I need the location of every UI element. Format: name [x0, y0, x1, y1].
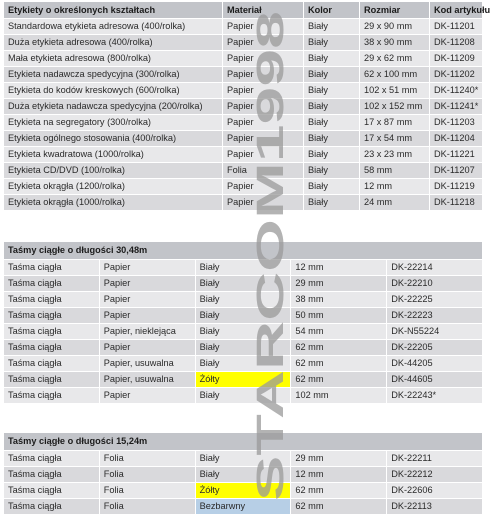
cell-size: 12 mm: [291, 467, 387, 483]
cell-color: Biały: [195, 356, 291, 372]
cell-material: Papier: [223, 67, 304, 83]
table-row: [4, 115, 483, 131]
cell-code: DK-22212: [387, 467, 483, 483]
cell-material: Papier: [223, 179, 304, 195]
cell-material: Folia: [99, 451, 195, 467]
cell-color: Biały: [304, 163, 360, 179]
cell-size: 62 x 100 mm: [360, 67, 430, 83]
cell-size: 102 x 152 mm: [360, 99, 430, 115]
cell-name: Taśma ciągła: [4, 467, 100, 483]
table-row: [4, 51, 483, 67]
table-row: [4, 19, 483, 35]
cell-size: 54 mm: [291, 324, 387, 340]
tapes-30m-table-body: [4, 260, 483, 404]
cell-size: 29 mm: [291, 276, 387, 292]
cell-size: 62 mm: [291, 372, 387, 388]
cell-name: Etykieta kwadratowa (1000/rolka): [4, 147, 223, 163]
cell-code: DK-11202: [430, 67, 483, 83]
table-row: [4, 83, 483, 99]
cell-material: Papier: [223, 195, 304, 211]
cell-material: Papier: [223, 35, 304, 51]
cell-size: 50 mm: [291, 308, 387, 324]
cell-name: Taśma ciągła: [4, 260, 100, 276]
tapes-15m-table-body: [4, 451, 483, 515]
cell-code: DK-11209: [430, 51, 483, 67]
header-color: Kolor: [304, 2, 360, 19]
cell-material: Papier: [99, 260, 195, 276]
labels-table-header: [4, 2, 483, 19]
cell-color: Biały: [195, 260, 291, 276]
cell-size: 23 x 23 mm: [360, 147, 430, 163]
cell-size: 62 mm: [291, 340, 387, 356]
table-row: [4, 340, 483, 356]
table-row: [4, 467, 483, 483]
cell-material: Papier: [223, 19, 304, 35]
cell-size: 38 x 90 mm: [360, 35, 430, 51]
table-row: [4, 483, 483, 499]
tapes-30m-table: [3, 241, 483, 404]
cell-color: Biały: [304, 83, 360, 99]
table-row: [4, 179, 483, 195]
cell-name: Etykieta ogólnego stosowania (400/rolka): [4, 131, 223, 147]
table-row: [4, 324, 483, 340]
cell-material: Papier: [223, 115, 304, 131]
cell-code: DK-11203: [430, 115, 483, 131]
cell-color: Biały: [304, 147, 360, 163]
cell-code: DK-11219: [430, 179, 483, 195]
table-row: [4, 99, 483, 115]
cell-code: DK-N55224: [387, 324, 483, 340]
cell-code: DK-11201: [430, 19, 483, 35]
cell-code: DK-22214: [387, 260, 483, 276]
cell-code: DK-22211: [387, 451, 483, 467]
table-row: [4, 451, 483, 467]
watermark-text: STARCOM1998: [250, 227, 292, 501]
cell-size: 62 mm: [291, 483, 387, 499]
cell-material: Folia: [99, 499, 195, 515]
cell-color: Biały: [304, 179, 360, 195]
cell-code: DK-22113: [387, 499, 483, 515]
cell-name: Taśma ciągła: [4, 324, 100, 340]
cell-color: Biały: [195, 340, 291, 356]
cell-code: DK-11218: [430, 195, 483, 211]
cell-color: Bezbarwny: [195, 499, 291, 515]
cell-name: Etykieta CD/DVD (100/rolka): [4, 163, 223, 179]
cell-name: Standardowa etykieta adresowa (400/rolka): [4, 19, 223, 35]
cell-code: DK-11204: [430, 131, 483, 147]
cell-material: Folia: [223, 163, 304, 179]
cell-size: 29 x 90 mm: [360, 19, 430, 35]
table-row: [4, 388, 483, 404]
tapes-30m-header: [4, 242, 483, 260]
table-row: [4, 131, 483, 147]
cell-size: 29 x 62 mm: [360, 51, 430, 67]
cell-color: Biały: [195, 308, 291, 324]
table-row: [4, 499, 483, 515]
cell-color: Biały: [304, 19, 360, 35]
cell-color: Żółty: [195, 483, 291, 499]
header-material: Materiał: [223, 2, 304, 19]
tapes-15m-title: Taśmy ciągłe o długości 15,24m: [4, 433, 483, 451]
cell-code: DK-22210: [387, 276, 483, 292]
cell-code: DK-11221: [430, 147, 483, 163]
cell-name: Taśma ciągła: [4, 372, 100, 388]
cell-color: Biały: [304, 51, 360, 67]
cell-name: Taśma ciągła: [4, 276, 100, 292]
cell-name: Taśma ciągła: [4, 499, 100, 515]
tapes-15m-table: [3, 432, 483, 515]
cell-material: Folia: [99, 467, 195, 483]
cell-color: Biały: [195, 467, 291, 483]
cell-color: Biały: [195, 451, 291, 467]
cell-color: Biały: [304, 99, 360, 115]
cell-name: Taśma ciągła: [4, 356, 100, 372]
cell-material: Folia: [99, 483, 195, 499]
cell-name: Taśma ciągła: [4, 292, 100, 308]
table-row: [4, 260, 483, 276]
cell-code: DK-22223: [387, 308, 483, 324]
table-row: [4, 35, 483, 51]
cell-material: Papier: [223, 83, 304, 99]
cell-color: Biały: [304, 131, 360, 147]
cell-material: Papier: [99, 388, 195, 404]
cell-material: Papier, usuwalna: [99, 372, 195, 388]
labels-table: [3, 1, 490, 211]
cell-name: Etykieta do kodów kreskowych (600/rolka): [4, 83, 223, 99]
tapes-30m-title: Taśmy ciągłe o długości 30,48m: [4, 242, 483, 260]
cell-size: 62 mm: [291, 356, 387, 372]
cell-size: 102 mm: [291, 388, 387, 404]
cell-code: DK-11207: [430, 163, 483, 179]
cell-code: DK-22225: [387, 292, 483, 308]
cell-code: DK-44605: [387, 372, 483, 388]
tapes-15m-header: [4, 433, 483, 451]
cell-name: Taśma ciągła: [4, 388, 100, 404]
cell-material: Papier, nieklejąca: [99, 324, 195, 340]
cell-size: 17 x 54 mm: [360, 131, 430, 147]
table-row: [4, 292, 483, 308]
cell-color: Biały: [195, 276, 291, 292]
cell-material: Papier: [223, 99, 304, 115]
cell-name: Taśma ciągła: [4, 340, 100, 356]
cell-size: 62 mm: [291, 499, 387, 515]
cell-name: Taśma ciągła: [4, 483, 100, 499]
cell-code: DK-22205: [387, 340, 483, 356]
header-size: Rozmiar: [360, 2, 430, 19]
header-name: Etykiety o określonych kształtach: [4, 2, 223, 19]
cell-code: DK-22243*: [387, 388, 483, 404]
cell-color: Biały: [304, 115, 360, 131]
cell-material: Papier: [223, 51, 304, 67]
cell-name: Etykieta na segregatory (300/rolka): [4, 115, 223, 131]
cell-code: DK-11241*: [430, 99, 483, 115]
cell-color: Biały: [195, 388, 291, 404]
cell-material: Papier: [223, 131, 304, 147]
cell-size: 17 x 87 mm: [360, 115, 430, 131]
table-row: [4, 276, 483, 292]
cell-name: Taśma ciągła: [4, 451, 100, 467]
table-row: [4, 163, 483, 179]
table-row: [4, 356, 483, 372]
cell-material: Papier, usuwalna: [99, 356, 195, 372]
cell-size: 29 mm: [291, 451, 387, 467]
table-row: [4, 372, 483, 388]
cell-name: Taśma ciągła: [4, 308, 100, 324]
cell-size: 12 mm: [291, 260, 387, 276]
cell-name: Etykieta nadawcza spedycyjna (300/rolka): [4, 67, 223, 83]
cell-color: Biały: [304, 35, 360, 51]
cell-name: Duża etykieta nadawcza spedycyjna (200/rolka): [4, 99, 223, 115]
cell-color: Biały: [195, 324, 291, 340]
cell-code: DK-11240*: [430, 83, 483, 99]
cell-color: Biały: [304, 67, 360, 83]
cell-size: 102 x 51 mm: [360, 83, 430, 99]
cell-code: DK-44205: [387, 356, 483, 372]
cell-code: DK-22606: [387, 483, 483, 499]
cell-color: Biały: [304, 195, 360, 211]
cell-color: Żółty: [195, 372, 291, 388]
cell-material: Papier: [223, 147, 304, 163]
cell-size: 38 mm: [291, 292, 387, 308]
header-code: Kod artykułu: [430, 2, 483, 19]
cell-material: Papier: [99, 276, 195, 292]
cell-size: 24 mm: [360, 195, 430, 211]
cell-material: Papier: [99, 308, 195, 324]
cell-name: Etykieta okrągła (1000/rolka): [4, 195, 223, 211]
table-row: [4, 147, 483, 163]
cell-name: Mała etykieta adresowa (800/rolka): [4, 51, 223, 67]
cell-material: Papier: [99, 340, 195, 356]
table-row: [4, 195, 483, 211]
cell-size: 12 mm: [360, 179, 430, 195]
cell-name: Duża etykieta adresowa (400/rolka): [4, 35, 223, 51]
cell-name: Etykieta okrągła (1200/rolka): [4, 179, 223, 195]
cell-material: Papier: [99, 292, 195, 308]
cell-color: Biały: [195, 292, 291, 308]
table-row: [4, 308, 483, 324]
table-row: [4, 67, 483, 83]
cell-size: 58 mm: [360, 163, 430, 179]
cell-code: DK-11208: [430, 35, 483, 51]
labels-table-body: [4, 19, 483, 211]
